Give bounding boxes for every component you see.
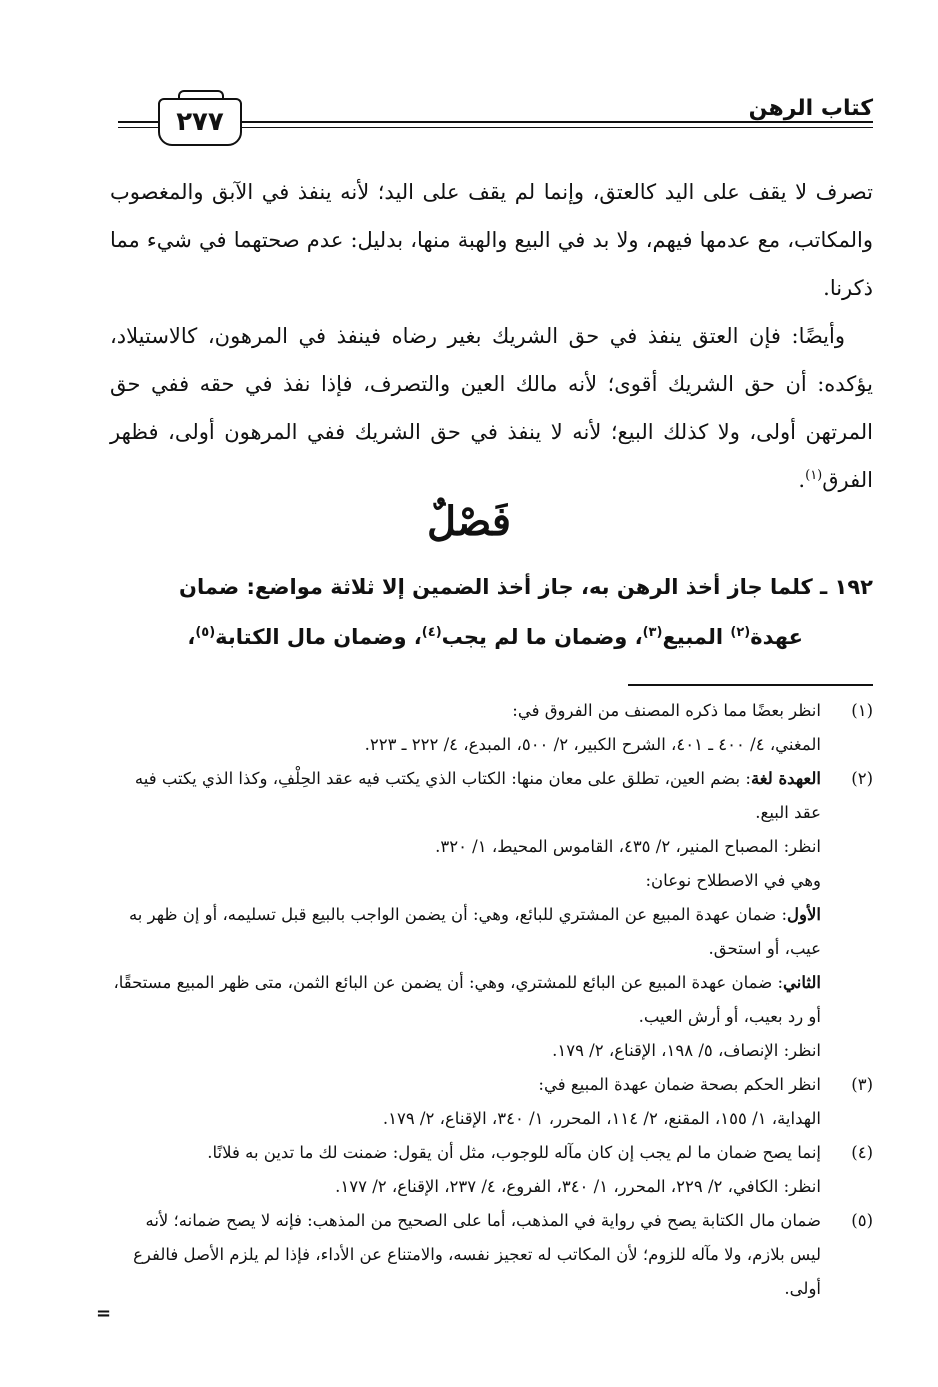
footnote-term: العهدة لغة: [750, 769, 821, 788]
paragraph-end: .: [798, 468, 806, 492]
footnote: [112, 1068, 873, 1136]
footnote-ref: (١): [805, 468, 823, 483]
footnote-number: (٢): [851, 769, 873, 788]
footnote-text: : ضمان عهدة المبيع عن المشتري للبائع، وهي: أن يضمن الواجب بالبيع قبل تسليمه، أو إن ظهر به عيب، أو استحق.: [128, 905, 821, 958]
footnote-line: المغني، ٤/ ٤٠٠ ـ ٤٠١، الشرح الكبير، ٢/ ٥٠٠، المبدع، ٤/ ٢٢٢ ـ ٢٢٣.: [364, 735, 821, 754]
ruling-segment: المبيع: [662, 625, 731, 649]
footnote-line: وهي في الاصطلاح نوعان:: [645, 871, 821, 890]
header-rule: [240, 127, 873, 128]
footnote-line: [112, 762, 821, 830]
header-rule: [240, 121, 873, 123]
header-rule: [118, 127, 158, 128]
footnote-term: الثاني: [783, 973, 821, 992]
footnote-number: (١): [851, 701, 873, 720]
footnote-line: الهداية، ١/ ١٥٥، المقنع، ٢/ ١١٤، المحرر، ١/ ٣٤٠، الإقناع، ٢/ ١٧٩.: [382, 1109, 821, 1128]
header-rule: [118, 121, 158, 123]
footnote: [112, 1034, 873, 1068]
footnote-ref: (٣): [642, 625, 663, 640]
footnote-ref: (٤): [421, 625, 442, 640]
footnote-ref: (٢): [730, 625, 751, 640]
footnote-line: انظر: الإنصاف، ٥/ ١٩٨، الإقناع، ٢/ ١٧٩.: [552, 1041, 821, 1060]
footnote: [112, 1136, 873, 1204]
continuation-mark: =: [96, 1303, 112, 1324]
footnote-number: (٥): [851, 1211, 873, 1230]
page-number: ٢٧٧: [158, 98, 242, 146]
ruling-segment: ،: [187, 625, 196, 649]
footnote-line: [112, 898, 821, 966]
paragraph: تصرف لا يقف على اليد كالعتق، وإنما لم يقف على اليد؛ لأنه ينفذ في الآبق والمغصوب والمكاتب، مع عدمها فيهم، ولا بد في البيع والهبة منها، بدليل: عدم صحتهما في شيء مما ذكرنا.: [110, 180, 873, 300]
footnote-text: : بضم العين، تطلق على معان منها: الكتاب الذي يكتب فيه عقد الحِلْفِ، وكذا الذي يكتب فيه عقد البيع.: [134, 769, 821, 822]
footnote-ref: (٥): [195, 625, 216, 640]
footnote-line: انظر: الكافي، ٢/ ٢٢٩، المحرر، ١/ ٣٤٠، الفروع، ٤/ ٢٣٧، الإقناع، ٢/ ١٧٧.: [335, 1177, 821, 1196]
footnote-line: انظر: المصباح المنير، ٢/ ٤٣٥، القاموس المحيط، ١/ ٣٢٠.: [435, 837, 821, 856]
ruling-line: ١٩٢ ـ كلما جاز أخذ الرهن به، جاز أخذ الضمين إلا ثلاثة مواضع: ضمان: [179, 575, 873, 599]
footnote-continuation: [112, 898, 873, 1034]
footnote-line: انظر الحكم بصحة ضمان عهدة المبيع في:: [538, 1075, 821, 1094]
footnote: [112, 762, 873, 898]
footnotes: [112, 694, 873, 1306]
footnote-line: ضمان مال الكتابة يصح في رواية في المذهب، أما على الصحيح من المذهب: فإنه لا يصح ضمانه؛ لأنه ليس بلازم، ولا مآله للزوم؛ لأن المكاتب له تعجيز نفسه، والامتناع عن الأداء، فإذا لم يلزم الأصل فالفرع أولى.: [133, 1211, 821, 1298]
footnote: [112, 1204, 873, 1306]
footnote: [112, 694, 873, 762]
footnote-number: (٣): [851, 1075, 873, 1094]
running-title: كتاب الرهن: [748, 96, 873, 121]
section-heading: فَصْلٌ: [426, 498, 512, 545]
footnote-divider: [628, 684, 873, 686]
ruling-segment: عهدة: [750, 625, 803, 649]
ruling-line: [110, 612, 873, 662]
footnote-line: انظر بعضًا مما ذكره المصنف من الفروق في:: [512, 701, 821, 720]
footnote-number: (٤): [851, 1143, 873, 1162]
footnote-term: الأول: [787, 905, 821, 924]
ruling-text: [110, 562, 873, 662]
footnote-text: : ضمان عهدة المبيع عن البائع للمشتري، وهي: أن يضمن عن البائع الثمن، متى ظهر المبيع مستحقًا، أو رد بعيب، أو أرش العيب.: [113, 973, 821, 1026]
paragraph-text: وأيضًا: فإن العتق ينفذ في حق الشريك بغير رضاه فينفذ في المرهون، كالاستيلاد، يؤكده: أن حق الشريك أقوى؛ لأنه مالك العين والتصرف، فإذا نفذ في حقه ففي حق المرتهن أولى، ولا كذلك البيع؛ لأنه لا ينفذ في حق الشريك ففي المرهون أولى، فظهر الفرق: [110, 324, 873, 492]
ruling-segment: ، وضمان ما لم يجب: [441, 625, 643, 649]
main-text: [110, 168, 873, 504]
ruling-segment: ، وضمان مال الكتابة: [215, 625, 422, 649]
footnote-line: [112, 966, 821, 1034]
footnote-line: إنما يصح ضمان ما لم يجب إن كان مآله للوجوب، مثل أن يقول: ضمنت لك ما تدين به فلانًا.: [207, 1143, 821, 1162]
paragraph: [110, 312, 873, 504]
